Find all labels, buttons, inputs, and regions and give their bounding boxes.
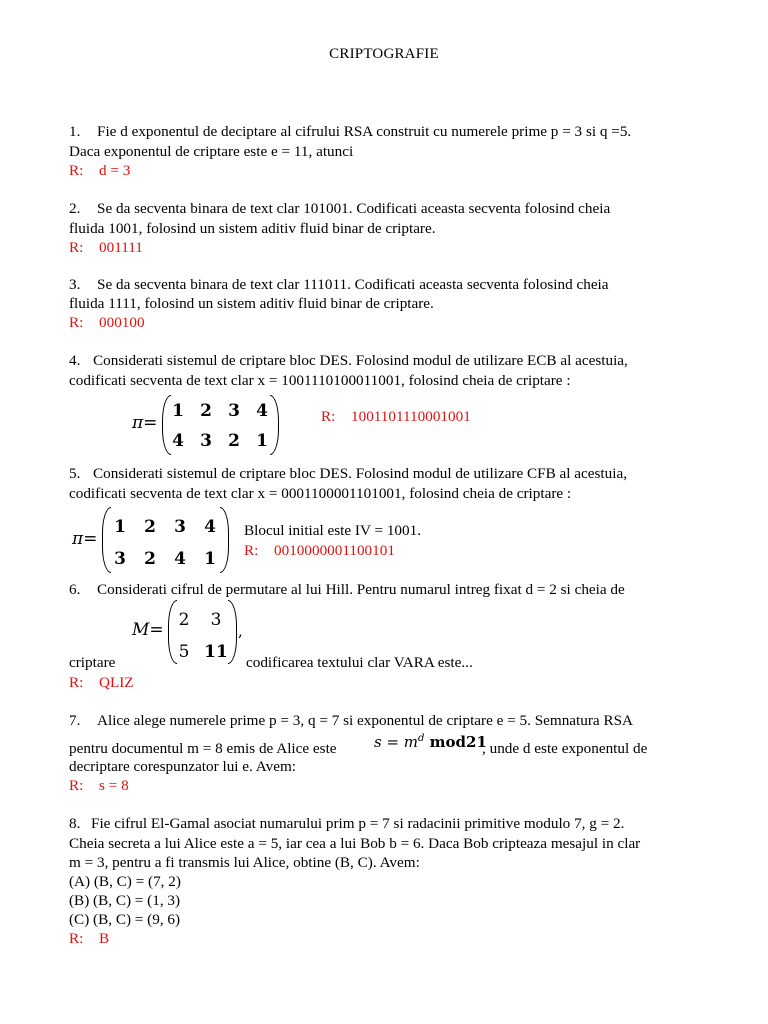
q4-answer-value: 1001101110001001 [351,408,471,425]
q5-answer-label: R: [244,542,259,559]
q4-text: Considerati sistemul de criptare bloc DES. Folosind modul de utilizare ECB al acestuia, [93,352,628,369]
q1-answer [69,161,130,181]
q8-number: 8. [69,815,81,832]
q2-number: 2. [69,200,81,217]
q3-number: 3. [69,276,81,293]
q4-cell: 3 [200,431,212,451]
q6-line2: codificarea textului clar VARA este... [246,654,473,671]
q7-line2a: pentru documentul m = 8 emis de Alice este [69,740,337,757]
q3-answer-value: 000100 [99,314,145,331]
q6-number: 6. [69,581,81,598]
q6-right-bracket [228,600,237,664]
q6-matrix-label: M= [132,620,164,640]
q7-signature-formula [374,733,487,751]
q5-number: 5. [69,465,81,482]
q7-answer-label: R: [69,777,84,794]
q5-answer-value: 0010000001100101 [274,542,395,559]
q6-key-matrix [130,598,250,666]
q7-text: Alice alege numerele prime p = 3, q = 7 si exponentul de criptare e = 5. Semnatura RSA [97,712,634,729]
page-title: CRIPTOGRAFIE [329,46,439,62]
q7-line1 [69,711,633,731]
q4-cell: 2 [200,401,212,421]
q6-answer-label: R: [69,674,84,691]
q4-cell: 4 [256,401,268,421]
q1-text: Fie d exponentul de deciptare al cifrului RSA construit cu numerele prime p = 3 si q =5. [97,123,632,140]
q4-cell: 2 [228,431,240,451]
q5-cell: 1 [204,549,216,569]
q4-answer-label: R: [321,408,336,425]
q2-text: Se da secventa binara de text clar 101001. Codificati aceasta secventa folosind cheia [97,200,611,217]
q4-line2: codificati secventa de text clar x = 1001110100011001, folosind cheia de criptare : [69,372,571,389]
q4-cell: 4 [172,431,184,451]
q4-line1 [69,351,628,371]
q8-line2: Cheia secreta a lui Alice este a = 5, iar cea a lui Bob b = 6. Daca Bob cripteaza mesajul in clar [69,835,641,852]
q6-cell: 5 [178,642,190,662]
q3-answer [69,313,145,333]
q5-cell: 3 [174,517,186,537]
q5-line1 [69,464,627,484]
q8-text: Fie cifrul El-Gamal asociat numarului prim p = 7 si radacinii primitive modulo 7, g = 2. [91,815,625,832]
q4-cell: 1 [172,401,184,421]
q7-formula-mod: mod21 [424,733,487,751]
q6-answer [69,673,134,693]
q7-line3: decriptare corespunzator lui e. Avem: [69,758,297,775]
q1-line1 [69,122,631,142]
q6-cell: 3 [210,610,222,630]
q1-answer-label: R: [69,162,84,179]
q8-line1 [69,814,624,834]
q8-answer-value: B [99,930,110,947]
q5-cell: 2 [144,549,156,569]
q5-cell: 3 [114,549,126,569]
q1-line2: Daca exponentul de criptare este e = 11, atunci [69,143,354,160]
q6-line1 [69,580,625,600]
q2-answer-label: R: [69,239,84,256]
q6-text: Considerati cifrul de permutare al lui Hill. Pentru numarul intreg fixat d = 2 si cheia de [97,581,625,598]
q3-text: Se da secventa binara de text clar 111011. Codificati aceasta secventa folosind cheia [97,276,609,293]
q5-matrix-label: π= [72,529,98,549]
q8-option-b: (B) (B, C) = (1, 3) [69,892,181,909]
q7-answer-value: s = 8 [99,777,129,794]
q4-answer [321,407,471,427]
q1-number: 1. [69,123,81,140]
q1-answer-value: d = 3 [99,162,131,179]
q5-cell: 4 [204,517,216,537]
q2-line2: fluida 1001, folosind un sistem aditiv fluid binar de criptare. [69,220,436,237]
q2-line1 [69,199,610,219]
q2-answer-value: 001111 [99,239,143,256]
q5-permutation-matrix [70,505,240,575]
q4-number: 4. [69,352,81,369]
q7-answer [69,776,129,796]
q5-initial-vector: Blocul initial este IV = 1001. [244,522,422,539]
q5-cell: 2 [144,517,156,537]
q5-answer [244,541,395,561]
q4-permutation-matrix [130,393,290,457]
q2-answer [69,238,143,258]
q5-cell: 1 [114,517,126,537]
q3-line2: fluida 1111, folosind un sistem aditiv fluid binar de criptare. [69,295,434,312]
q5-cell: 4 [174,549,186,569]
q7-line2b: , unde d este exponentul de [482,740,648,757]
q7-formula-exp: d [418,733,425,744]
q8-option-c: (C) (B, C) = (9, 6) [69,911,181,928]
q3-answer-label: R: [69,314,84,331]
q4-matrix-label: π= [132,413,158,433]
q8-option-a: (A) (B, C) = (7, 2) [69,873,181,890]
q5-line2: codificati secventa de text clar x = 0001100001101001, folosind cheia de criptare : [69,485,572,502]
q8-line3: m = 3, pentru a fi transmis lui Alice, obtine (B, C). Avem: [69,854,420,871]
q8-answer [69,929,109,949]
q8-answer-label: R: [69,930,84,947]
q4-cell: 1 [256,431,268,451]
q6-criptare-word: criptare [69,654,116,671]
q3-line1 [69,275,609,295]
q6-answer-value: QLIZ [99,674,134,691]
q6-comma: , [238,622,243,640]
q7-formula-s: s = m [374,733,419,751]
q5-text: Considerati sistemul de criptare bloc DES. Folosind modul de utilizare CFB al acestuia, [93,465,627,482]
q7-number: 7. [69,712,81,729]
q6-cell: 11 [204,642,228,662]
q6-cell: 2 [178,610,190,630]
q4-cell: 3 [228,401,240,421]
